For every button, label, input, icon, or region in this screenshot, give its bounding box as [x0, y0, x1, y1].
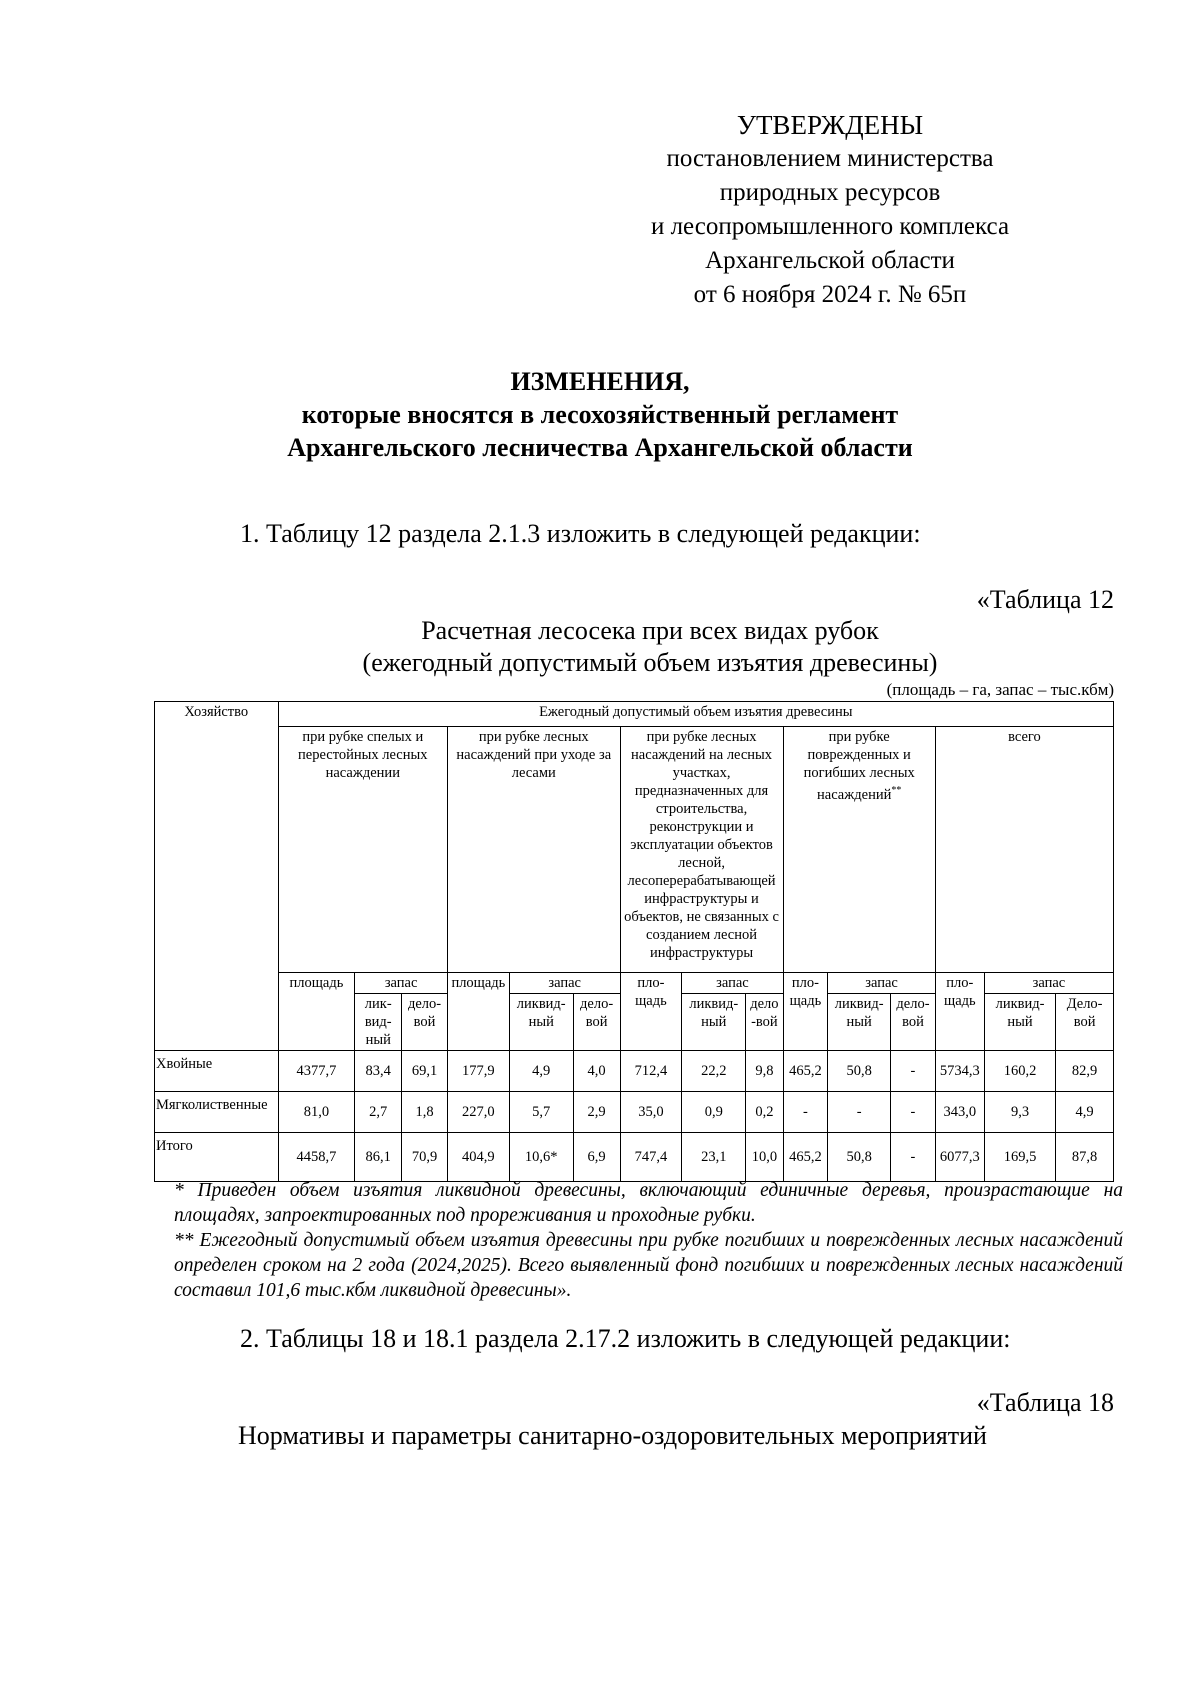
header-group: при рубке лесных насаждений на лесных участках, предназначенных для строительства, реконструкции и эксплуатации объектов лесной, лесоперерабатывающей инфраструктуры и объектов, не связанных с созданием лесной инфраструктуры	[620, 727, 783, 973]
header-group: всего	[935, 727, 1113, 973]
header-business: дело-вой	[573, 994, 620, 1051]
header-group-text: при рубке поврежденных и погибших лесных насаждений	[803, 729, 915, 803]
table-cell: 22,2	[682, 1051, 746, 1092]
header-stock: запас	[355, 973, 448, 994]
table-cell: 343,0	[935, 1092, 984, 1133]
table-12	[154, 701, 1114, 1182]
header-liquid: лик-вид-ный	[355, 994, 402, 1051]
table-cell: 69,1	[402, 1051, 448, 1092]
table-cell: 4377,7	[278, 1051, 355, 1092]
footnote-mark: **	[891, 785, 902, 796]
header-liquid: ликвид-ный	[828, 994, 891, 1051]
table-cell: 227,0	[447, 1092, 509, 1133]
header-stock: запас	[509, 973, 620, 994]
header-stock: запас	[984, 973, 1113, 994]
footnote-2: ** Ежегодный допустимый объем изъятия древесины при рубке погибших и поврежденных лесных насаждений определен сроком на 2 года (2024,2025). Всего выявленный фонд погибших и поврежденных лесных насаждений составил 101,6 тыс.кбм ликвидной древесины».	[174, 1230, 1123, 1301]
table-cell: 4,0	[573, 1051, 620, 1092]
table-cell: 4458,7	[278, 1133, 355, 1182]
table-row	[155, 1051, 1114, 1092]
table-cell: 5734,3	[935, 1051, 984, 1092]
header-stock: запас	[828, 973, 936, 994]
table-cell: 10,0	[746, 1133, 783, 1182]
approval-line: постановлением министерства	[666, 145, 994, 172]
title-line: Архангельского лесничества Архангельской области	[287, 433, 913, 462]
table-cell: 35,0	[620, 1092, 682, 1133]
approval-line: и лесопромышленного комплекса	[650, 213, 1010, 240]
table-12-subtitle: (ежегодный допустимый объем изъятия древесины)	[362, 648, 938, 677]
header-stock: запас	[682, 973, 783, 994]
approval-date: от 6 ноября 2024 г. № 65п	[693, 281, 967, 308]
table-cell: 0,9	[682, 1092, 746, 1133]
header-area: площадь	[447, 973, 509, 1051]
table-row	[155, 1133, 1114, 1182]
table-cell: 10,6*	[509, 1133, 573, 1182]
table-cell: 50,8	[828, 1133, 891, 1182]
table-cell: 83,4	[355, 1051, 402, 1092]
table-cell: 160,2	[984, 1051, 1055, 1092]
header-business: дело -вой	[746, 994, 783, 1051]
table-cell: 2,7	[355, 1092, 402, 1133]
table-12-title: Расчетная лесосека при всех видах рубок	[421, 616, 879, 645]
table-cell: 81,0	[278, 1092, 355, 1133]
table-cell: 82,9	[1056, 1051, 1114, 1092]
header-business: дело-вой	[891, 994, 936, 1051]
header-liquid: ликвид-ный	[682, 994, 746, 1051]
header-group: при рубке спелых и перестойных лесных насаждении	[278, 727, 447, 973]
header-business: Дело-вой	[1056, 994, 1114, 1051]
table-cell: -	[891, 1133, 936, 1182]
approval-heading: УТВЕРЖДЕНЫ	[736, 110, 924, 140]
table-12-units: (площадь – га, запас – тыс.кбм)	[886, 680, 1114, 699]
table-cell: 6077,3	[935, 1133, 984, 1182]
table-cell: 6,9	[573, 1133, 620, 1182]
table-cell: -	[891, 1092, 936, 1133]
table-cell: 465,2	[783, 1133, 828, 1182]
table-cell: -	[783, 1092, 828, 1133]
table-cell: 23,1	[682, 1133, 746, 1182]
header-area: пло-щадь	[620, 973, 682, 1051]
table-12-label: «Таблица 12	[976, 585, 1114, 614]
header-liquid: ликвид-ный	[984, 994, 1055, 1051]
table-cell: 50,8	[828, 1051, 891, 1092]
table-cell: 177,9	[447, 1051, 509, 1092]
table-18-label: «Таблица 18	[976, 1388, 1114, 1417]
table-cell: 70,9	[402, 1133, 448, 1182]
header-business: дело-вой	[402, 994, 448, 1051]
footnotes	[174, 1178, 1123, 1303]
table-cell: 87,8	[1056, 1133, 1114, 1182]
approval-line: Архангельской области	[705, 247, 955, 274]
table-cell: 9,3	[984, 1092, 1055, 1133]
table-cell: 86,1	[355, 1133, 402, 1182]
document-title	[0, 365, 1200, 464]
header-area: площадь	[278, 973, 355, 1051]
table-cell: 169,5	[984, 1133, 1055, 1182]
footnote-1: * Приведен объем изъятия ликвидной древесины, включающий единичные деревья, произрастающие на площадях, запроектированных под прореживания и проходные рубки.	[174, 1180, 1123, 1226]
table-cell: 404,9	[447, 1133, 509, 1182]
table-cell: 5,7	[509, 1092, 573, 1133]
table-cell: 712,4	[620, 1051, 682, 1092]
table-cell: 747,4	[620, 1133, 682, 1182]
header-farm: Хозяйство	[155, 702, 279, 1051]
table-cell: 9,8	[746, 1051, 783, 1092]
header-group-damaged	[783, 727, 935, 973]
table-cell: -	[891, 1051, 936, 1092]
header-main: Ежегодный допустимый объем изъятия древесины	[278, 702, 1113, 727]
header-area: пло-щадь	[935, 973, 984, 1051]
header-group: при рубке лесных насаждений при уходе за лесами	[447, 727, 620, 973]
table-18-title: Нормативы и параметры санитарно-оздоровительных мероприятий	[238, 1421, 987, 1450]
section-2-text: 2. Таблицы 18 и 18.1 раздела 2.17.2 изложить в следующей редакции:	[240, 1324, 1011, 1353]
table-cell: 4,9	[1056, 1092, 1114, 1133]
table-12-body	[155, 1051, 1114, 1182]
table-cell: 465,2	[783, 1051, 828, 1092]
approval-line: природных ресурсов	[719, 179, 941, 206]
row-name: Хвойные	[155, 1051, 279, 1092]
title-line: которые вносятся в лесохозяйственный регламент	[301, 400, 899, 429]
approval-block	[620, 108, 1040, 312]
table-cell: 0,2	[746, 1092, 783, 1133]
header-area: пло-щадь	[783, 973, 828, 1051]
table-cell: 4,9	[509, 1051, 573, 1092]
header-liquid: ликвид-ный	[509, 994, 573, 1051]
title-line: ИЗМЕНЕНИЯ,	[510, 367, 690, 396]
section-1-text: 1. Таблицу 12 раздела 2.1.3 изложить в следующей редакции:	[240, 519, 921, 548]
table-cell: -	[828, 1092, 891, 1133]
table-cell: 2,9	[573, 1092, 620, 1133]
table-cell: 1,8	[402, 1092, 448, 1133]
row-name: Итого	[155, 1133, 279, 1182]
row-name: Мягколиственные	[155, 1092, 279, 1133]
table-row	[155, 1092, 1114, 1133]
